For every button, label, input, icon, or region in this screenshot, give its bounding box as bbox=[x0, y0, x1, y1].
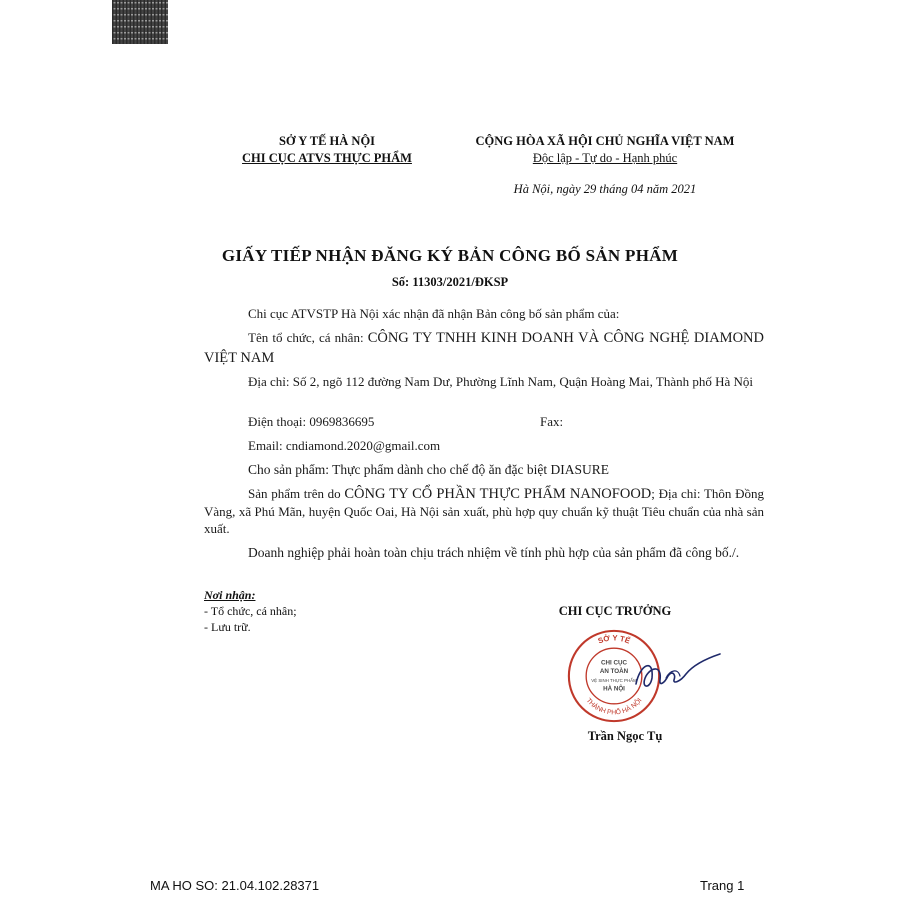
country-name: CỘNG HÒA XÃ HỘI CHỦ NGHĨA VIỆT NAM bbox=[475, 134, 735, 148]
recipient-item: - Lưu trữ. bbox=[204, 620, 251, 634]
svg-text:SỞ Y TẾ bbox=[597, 633, 632, 645]
header-left bbox=[222, 133, 432, 167]
recipients-label: Nơi nhận: bbox=[204, 588, 256, 602]
product-text: Cho sản phẩm: Thực phẩm dành cho chế độ ăn đặc biệt DIASURE bbox=[248, 462, 609, 477]
stamp-line: CHI CỤC bbox=[601, 659, 627, 667]
stamp-ring-bottom: THÀNH PHỐ HÀ NỘI bbox=[584, 697, 644, 717]
responsibility-text: Doanh nghiệp phải hoàn toàn chịu trách nhiệm về tính phù hợp của sản phẩm đã công bố./. bbox=[248, 545, 740, 560]
file-code: MA HO SO: 21.04.102.28371 bbox=[150, 878, 320, 893]
org-label: Tên tổ chức, cá nhân: bbox=[248, 330, 364, 345]
header-right bbox=[440, 133, 770, 167]
org-block bbox=[204, 328, 764, 368]
ministry-name: SỞ Y TẾ HÀ NỘI bbox=[278, 134, 376, 148]
maker-prefix: Sản phẩm trên do bbox=[248, 486, 341, 501]
motto: Độc lập - Tự do - Hạnh phúc bbox=[532, 151, 678, 165]
org-name: CÔNG TY TNHH KINH DOANH VÀ CÔNG NGHỆ DIAMOND VIỆT NAM bbox=[204, 330, 764, 366]
maker-rest: ; Địa chỉ: Thôn Đồng Vàng, xã Phú Mãn, huyện Quốc Oai, Hà Nội sản xuất, phù hợp quy chuẩn kỹ thuật Tiêu chuẩn của nhà sản xuất. bbox=[204, 486, 764, 536]
stamp-line: AN TOÀN bbox=[599, 668, 629, 676]
address-text: Địa chỉ: Số 2, ngõ 112 đường Nam Dư, Phường Lĩnh Nam, Quận Hoàng Mai, Thành phố Hà Nội bbox=[248, 374, 754, 389]
signer-title: CHI CỤC TRƯỞNG bbox=[558, 604, 672, 618]
stamp-ring-top: SỞ Y TẾ bbox=[596, 633, 632, 646]
qr-code bbox=[112, 0, 168, 44]
maker-name: CÔNG TY CỔ PHẦN THỰC PHẨM NANOFOOD bbox=[344, 486, 652, 502]
page-number: Trang 1 bbox=[700, 878, 745, 893]
fax-text: Fax: bbox=[540, 414, 564, 429]
document-number: Số: 11303/2021/ĐKSP bbox=[391, 275, 509, 289]
stamp-line: HÀ NỘI bbox=[603, 685, 625, 693]
phone-text: Điện thoại: 0969836695 bbox=[248, 414, 375, 429]
date-line: Hà Nội, ngày 29 tháng 04 năm 2021 bbox=[513, 182, 697, 196]
stamp-line: VỆ SINH THỰC PHẨM bbox=[591, 677, 637, 683]
maker-paragraph bbox=[204, 485, 764, 537]
intro-text: Chi cục ATVSTP Hà Nội xác nhận đã nhận Bản công bố sản phẩm của: bbox=[248, 306, 620, 321]
email-text: Email: cndiamond.2020@gmail.com bbox=[248, 438, 441, 453]
signer-name: Trần Ngọc Tụ bbox=[587, 729, 663, 743]
svg-text:THÀNH PHỐ HÀ NỘI bbox=[585, 697, 644, 716]
recipients-block bbox=[204, 587, 297, 635]
recipient-item: - Tổ chức, cá nhân; bbox=[204, 604, 297, 618]
signature bbox=[630, 648, 725, 698]
document-title: GIẤY TIẾP NHẬN ĐĂNG KÝ BẢN CÔNG BỐ SẢN PHẨM bbox=[221, 246, 679, 265]
department-name: CHI CỤC ATVS THỰC PHẨM bbox=[242, 151, 412, 165]
